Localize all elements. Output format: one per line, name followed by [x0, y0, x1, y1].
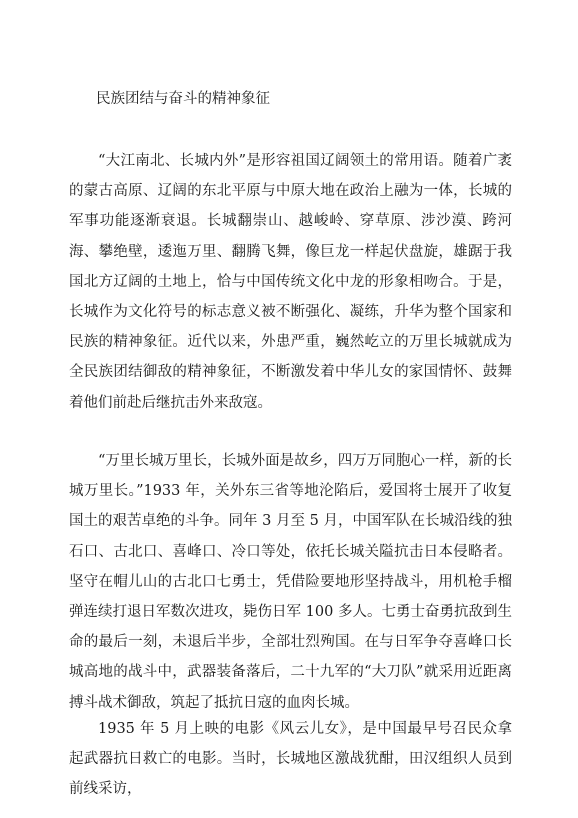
paragraph-great-wall-symbol: “大江南北、长城内外”是形容祖国辽阔领土的常用语。随着广袤的蒙古高原、辽阔的东北平原与中原大地在政治上融为一体，长城的军事功能逐渐衰退。长城翻崇山、越峻岭、穿草原、涉沙漠、跨河海、攀绝壁，逶迤万里、翻腾飞舞，像巨龙一样起伏盘旋，雄踞于我国北方辽阔的土地上，恰与中国传统文化中龙的形象相吻合。于是，长城作为文化符号的标志意义被不断强化、凝练，升华为整个国家和民族的精神象征。近代以来，外患严重，巍然屹立的万里长城就成为全民族团结御敌的精神象征，不断激发着中华儿女的家国情怀、鼓舞着他们前赴后继抗击外来敌寇。 [69, 153, 512, 411]
section-heading: 民族团结与奋斗的精神象征 [96, 91, 270, 107]
paragraph-1935-film: 1935 年 5 月上映的电影《风云儿女》，是中国最早号召民众拿起武器抗日救亡的电影。当时，长城地区激战犹酣，田汉组织人员到前线采访， [69, 721, 512, 798]
paragraph-1933-battles: “万里长城万里长，长城外面是故乡，四万万同胞心一样，新的长城万里长。”1933 年，关外东三省等地沦陷后，爱国将士展开了收复国土的艰苦卓绝的斗争。同年 3 月至 5 月，中国军队在长城沿线的独石口、古北口、喜峰口、冷口等处，依托长城关隘抗击日本侵略者。坚守在帽儿山的古北口七勇士，凭借险要地形坚持战斗，用机枪手榴弹连续打退日军数次进攻，毙伤日军 100 多人。七勇士奋勇抗敌到生命的最后一刻，未退后半步，全部壮烈殉国。在与日军争夺喜峰口长城高地的战斗中，武器装备落后，二十九军的“大刀队”就采用近距离搏斗战术御敌，筑起了抵抗日寇的血肉长城。 [69, 453, 512, 711]
